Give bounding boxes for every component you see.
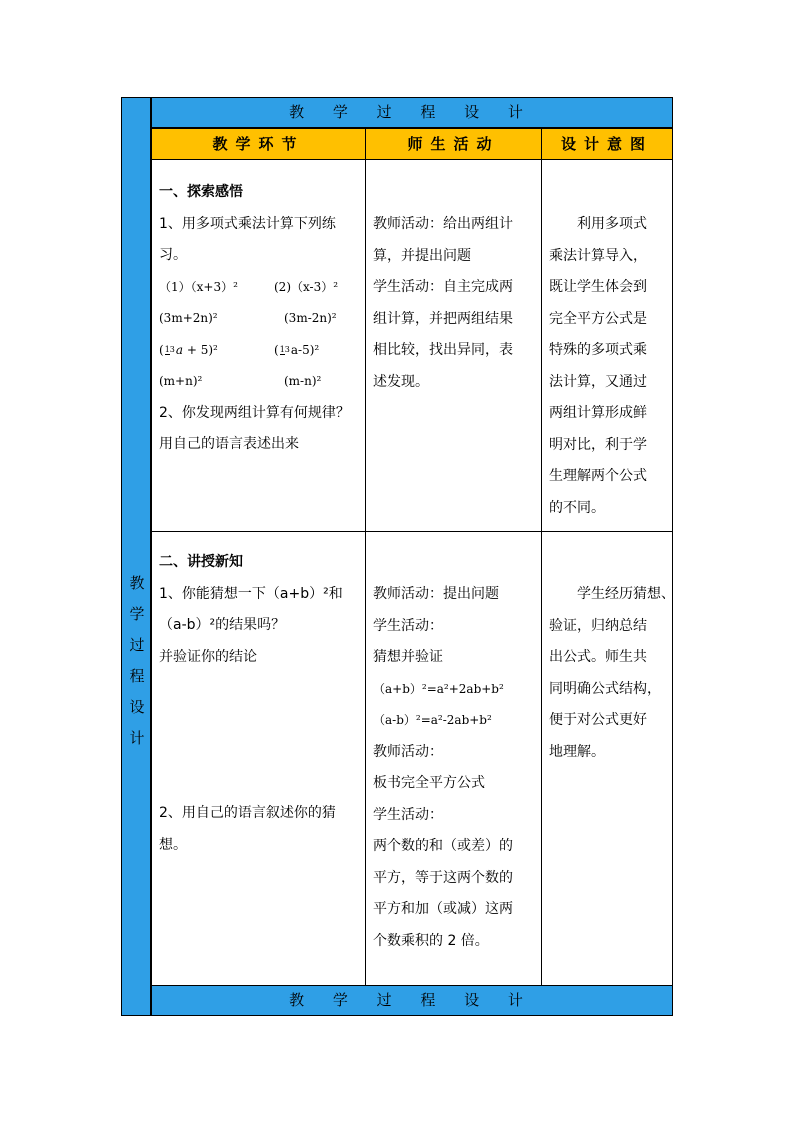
exercise-row-4 xyxy=(159,366,361,398)
exercise-3: (3m+2n)² xyxy=(159,311,218,325)
exercise-8: (m-n)² xyxy=(284,374,322,388)
side-label xyxy=(122,568,152,754)
section2-activity-line: 学生活动： xyxy=(373,617,443,634)
section2-activity-line: 学生活动： xyxy=(373,806,443,823)
section1-task2-line2: 用自己的语言表述出来 xyxy=(159,436,299,452)
section2-task1-line3: 并验证你的结论 xyxy=(159,648,257,665)
section2-intent-line: 同明确公式结构， xyxy=(549,680,661,697)
header-teacher-student-activity: 师生活动 xyxy=(365,128,542,160)
exercise-6: (13a-5)² xyxy=(274,342,320,357)
section1-activity-cell xyxy=(365,159,542,532)
banner-title-bottom: 教 学 过 程 设 计 xyxy=(151,985,673,1016)
section2-intent-line: 出公式。师生共 xyxy=(549,649,647,665)
section1-intent-cell xyxy=(541,159,673,532)
section1-activity-line: 算，并提出问题 xyxy=(373,247,471,264)
exercise-row-2 xyxy=(159,303,361,335)
section2-title: 二、讲授新知 xyxy=(159,554,243,570)
section2-activity-line: 板书完全平方公式 xyxy=(373,775,485,791)
exercise-1: （1）（x+3）² xyxy=(159,279,238,294)
section2-activity-line: 平方和加（或减）这两 xyxy=(373,901,513,917)
exercise-7: (m+n)² xyxy=(159,374,203,388)
section2-task2-line2: 想。 xyxy=(159,836,187,853)
section1-intent-line: 乘法计算导入， xyxy=(549,247,647,264)
side-label-text: 教学过程设计 xyxy=(129,574,145,747)
section1-activity-line: 教师活动：给出两组计 xyxy=(373,216,513,232)
section2-task2-line1: 2、用自己的语言叙述你的猜 xyxy=(159,805,336,821)
section2-intent-cell xyxy=(541,531,673,986)
section2-activity-line: 平方，等于这两个数的 xyxy=(373,869,513,886)
section2-intent-line: 学生经历猜想、 xyxy=(577,586,675,602)
section2-activity-line: 猜想并验证 xyxy=(373,649,443,665)
section1-intent-line: 生理解两个公式 xyxy=(549,468,647,484)
section1-activity-line: 组计算，并把两组结果 xyxy=(373,310,513,327)
exercise-5: (13a + 5)² xyxy=(159,342,218,357)
section1-intent-line: 既让学生体会到 xyxy=(549,279,647,295)
section2-activity-line: 教师活动： xyxy=(373,743,443,760)
exercise-4: (3m-2n)² xyxy=(284,311,337,325)
section1-intent-line: 明对比，利于学 xyxy=(549,436,647,453)
exercise-row-1 xyxy=(159,272,361,304)
section1-task1-line2: 习。 xyxy=(159,247,187,263)
section1-intent-line: 法计算，又通过 xyxy=(549,373,647,390)
section2-task1-line2: （a-b）²的结果吗？ xyxy=(159,617,286,633)
section1-activity-line: 述发现。 xyxy=(373,373,429,390)
exercise-2: (2)（x-3）² xyxy=(274,279,339,294)
section1-activity-line: 学生活动：自主完成两 xyxy=(373,279,513,295)
section2-intent-line: 便于对公式更好 xyxy=(549,712,647,728)
exercise-row-3 xyxy=(159,335,361,367)
section1-activity-line: 相比较，找出异同，表 xyxy=(373,342,513,358)
side-label-column xyxy=(121,97,151,1016)
section1-task2-line1: 2、你发现两组计算有何规律？ xyxy=(159,404,350,421)
fraction-one-third: 13 xyxy=(164,345,175,354)
section1-intent-line: 两组计算形成鲜 xyxy=(549,405,647,421)
section2-activity-line: （a+b）²=a²+2ab+b² xyxy=(373,681,504,696)
banner-title-top: 教 学 过 程 设 计 xyxy=(151,97,673,128)
section1-task1-line1: 1、用多项式乘法计算下列练 xyxy=(159,215,336,232)
section2-intent-line: 验证，归纳总结 xyxy=(549,617,647,634)
section1-intent-line: 完全平方公式是 xyxy=(549,310,647,327)
section1-title: 一、探索感悟 xyxy=(159,184,243,200)
section2-stage-cell xyxy=(151,531,366,986)
section1-intent-line: 的不同。 xyxy=(549,499,605,516)
header-teaching-stage: 教学环节 xyxy=(151,128,366,160)
section2-activity-cell xyxy=(365,531,542,986)
header-design-intent: 设计意图 xyxy=(541,128,673,160)
section2-intent-line: 地理解。 xyxy=(549,743,605,760)
section1-stage-cell xyxy=(151,159,366,532)
section2-activity-line: 教师活动：提出问题 xyxy=(373,586,499,602)
section2-activity-line: 两个数的和（或差）的 xyxy=(373,838,513,854)
section1-intent-line: 特殊的多项式乘 xyxy=(549,342,647,358)
section2-task1-line1: 1、你能猜想一下（a+b）²和 xyxy=(159,585,343,602)
fraction-one-third: 13 xyxy=(279,345,290,354)
section2-activity-line: 个数乘积的 2 倍。 xyxy=(373,932,489,949)
section2-activity-line: （a-b）²=a²-2ab+b² xyxy=(373,713,492,727)
section1-intent-line: 利用多项式 xyxy=(577,216,647,232)
